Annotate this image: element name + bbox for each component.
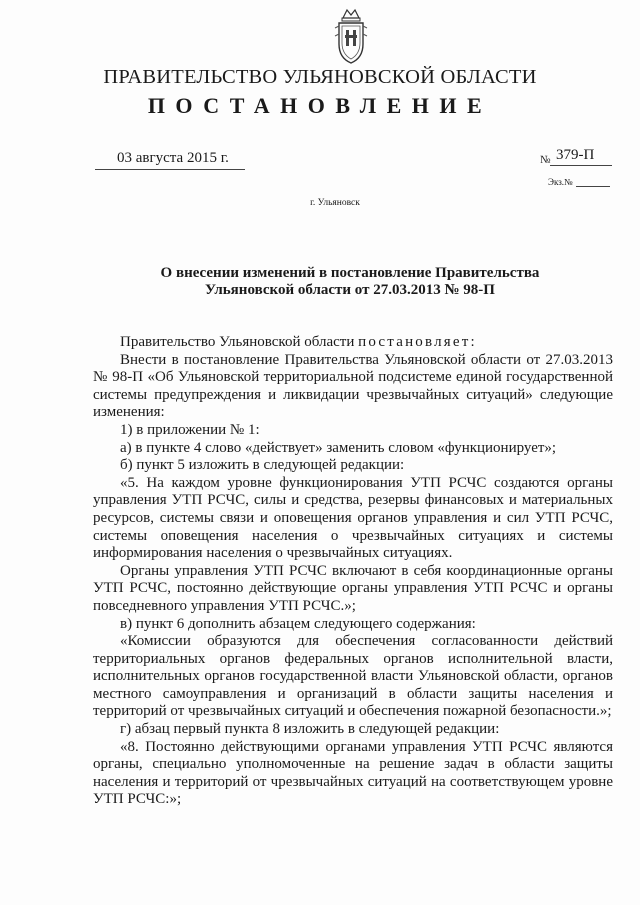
body-paragraph: Внести в постановление Правительства Ульяновской области от 27.03.2013 № 98-П «Об Ульяновской территориальной подсистеме единой государственной системы предупреждения и ликвидации чрезвычайных ситуаций» следующие изменения: xyxy=(93,351,613,421)
document-body xyxy=(93,334,613,809)
document-type: ПОСТАНОВЛЕНИЕ xyxy=(147,93,493,118)
body-paragraph: б) пункт 5 изложить в следующей редакции: xyxy=(120,457,405,474)
body-paragraph: «Комиссии образуются для обеспечения согласованности действий территориальных органов федеральных органов исполнительной власти, исполнительных органов государственной власти Ульяновской области, органов местного самоуправления и организаций в области защиты населения и территорий от чрезвычайных ситуаций и обеспечения пожарной безопасности.»; xyxy=(93,633,613,720)
preamble-verb: постановляет: xyxy=(358,334,477,350)
body-paragraph: Органы управления УТП РСЧС включают в себя координационные органы УТП РСЧС, постоянно действующие органы управления УТП РСЧС и органы повседневного управления УТП РСЧС.»; xyxy=(93,562,613,614)
body-paragraph: г) абзац первый пункта 8 изложить в следующей редакции: xyxy=(120,721,500,738)
document-date: 03 августа 2015 г. xyxy=(117,150,229,166)
date-underline xyxy=(95,169,245,170)
body-paragraph: в) пункт 6 дополнить абзацем следующего содержания: xyxy=(120,615,476,632)
issuing-authority: ПРАВИТЕЛЬСТВО УЛЬЯНОВСКОЙ ОБЛАСТИ xyxy=(103,66,537,88)
title-line: О внесении изменений в постановление Правительства xyxy=(160,265,540,281)
number-label: № xyxy=(540,154,551,166)
title-line: Ульяновской области от 27.03.2013 № 98-П xyxy=(205,282,495,298)
document-title xyxy=(120,265,580,299)
preamble-subject: Правительство Ульяновской области xyxy=(120,334,359,350)
body-paragraph: «8. Постоянно действующими органами управления УТП РСЧС являются органы, специально уполномоченные на решение задач в области защиты населения и территорий от чрезвычайных ситуаций на соответствующем уровне УТП РСЧС:»; xyxy=(93,738,613,808)
body-paragraph: а) в пункте 4 слово «действует» заменить словом «функционирует»; xyxy=(120,439,557,456)
document-number: 379-П xyxy=(556,147,595,163)
number-underline xyxy=(550,165,612,166)
preamble xyxy=(93,334,613,352)
copy-number-underline xyxy=(576,186,610,187)
body-paragraph: «5. На каждом уровне функционирования УТП РСЧС создаются органы управления УТП РСЧС, силы и средства, резервы финансовых и материальных ресурсов, системы связи и оповещения органов управления и сил УТП РСЧС, системы оповещения населения о чрезвычайных ситуациях и системы информирования населения о чрезвычайных ситуациях. xyxy=(93,474,613,562)
coat-of-arms-emblem xyxy=(331,6,371,66)
city: г. Ульяновск xyxy=(310,198,360,208)
copy-number-label: Экз.№ xyxy=(548,177,573,187)
body-paragraph: 1) в приложении № 1: xyxy=(120,421,260,438)
